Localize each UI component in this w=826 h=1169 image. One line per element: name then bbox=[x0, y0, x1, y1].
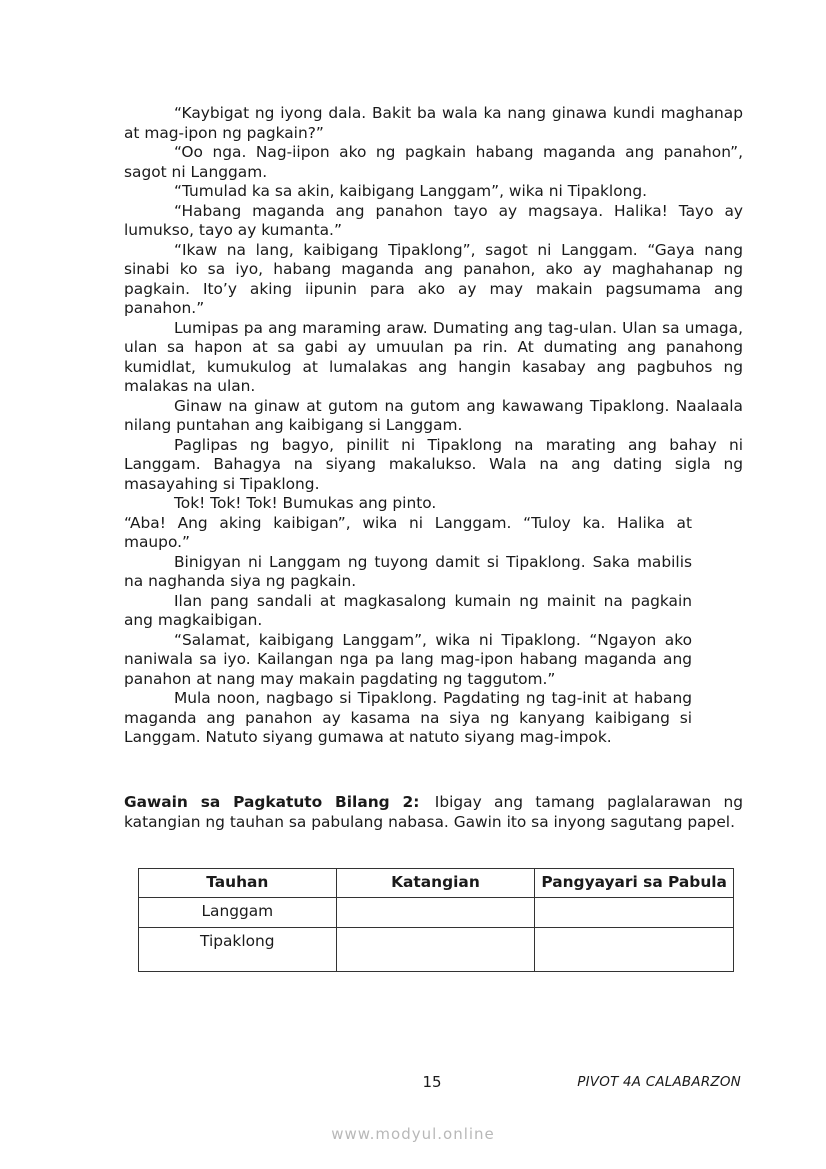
table-row bbox=[139, 928, 734, 972]
table-row bbox=[139, 898, 734, 928]
story-paragraph: Ilan pang sandali at magkasalong kumain ng mainit na pagkain ang magkaibigan. bbox=[124, 591, 692, 629]
story-paragraph: “Oo nga. Nag-iipon ako ng pagkain habang maganda ang panahon”, sagot ni Langgam. bbox=[124, 143, 743, 181]
activity-label: Gawain sa Pagkatuto Bilang 2: bbox=[124, 793, 420, 811]
story-paragraph: “Habang maganda ang panahon tayo ay magsaya. Halika! Tayo ay lumukso, tayo ay kumanta.” bbox=[124, 201, 743, 239]
table-cell-tauhan: Langgam bbox=[139, 898, 337, 928]
story-paragraph: Lumipas pa ang maraming araw. Dumating ang tag-ulan. Ulan sa umaga, ulan sa hapon at sa gabi ay umuulan pa rin. At dumating ang panahong kumidlat, kumukulog at lumalakas ang hangin kasabay ang pagbuhos ng malakas na ulan. bbox=[124, 318, 743, 395]
story-paragraph: Mula noon, nagbago si Tipaklong. Pagdating ng tag-init at habang maganda ang panahon ay kasama na siya ng kanyang kaibigang si Langgam. Natuto siyang gumawa at natuto siyang mag-impok. bbox=[124, 689, 692, 746]
activity-instruction: Ibigay ang tamang paglalarawan ng katangian ng tauhan sa pabulang nabasa. Gawin ito sa inyong sagutang papel. bbox=[124, 793, 743, 831]
column-header-pangyayari: Pangyayari sa Pabula bbox=[535, 869, 734, 898]
table-cell-katangian bbox=[336, 898, 535, 928]
story-paragraph: “Ikaw na lang, kaibigang Tipaklong”, sagot ni Langgam. “Gaya nang sinabi ko sa iyo, habang maganda ang panahon, ako ay maghahanap ng pagkain. Ito’y aking iipunin para ako ay may makain pagsumama ang panahon.” bbox=[124, 240, 743, 317]
page-number: 15 bbox=[422, 1073, 442, 1091]
story-paragraph: Ginaw na ginaw at gutom na gutom ang kawawang Tipaklong. Naalaala nilang puntahan ang kaibigang si Langgam. bbox=[124, 396, 743, 434]
story-paragraph: Paglipas ng bagyo, pinilit ni Tipaklong na marating ang bahay ni Langgam. Bahagya na siyang makalukso. Wala na ang dating sigla ng masayahing si Tipaklong. bbox=[124, 435, 743, 493]
characters-table bbox=[138, 868, 734, 972]
story-paragraph: Tok! Tok! Tok! Bumukas ang pinto. bbox=[174, 494, 437, 512]
story-paragraph: “Tumulad ka sa akin, kaibigang Langgam”, wika ni Tipaklong. bbox=[174, 182, 648, 200]
story-paragraph: Binigyan ni Langgam ng tuyong damit si Tipaklong. Saka mabilis na naghanda siya ng pagkain. bbox=[124, 552, 692, 590]
activity-instructions bbox=[124, 793, 743, 832]
table-cell-tauhan: Tipaklong bbox=[139, 928, 337, 972]
table-cell-pangyayari bbox=[535, 898, 734, 928]
table-header-row bbox=[139, 869, 734, 898]
story-paragraph: “Kaybigat ng iyong dala. Bakit ba wala ka nang ginawa kundi maghanap at mag-ipon ng pagkain?” bbox=[124, 104, 743, 142]
story-text bbox=[124, 104, 743, 748]
column-header-tauhan: Tauhan bbox=[139, 869, 337, 898]
column-header-katangian: Katangian bbox=[336, 869, 535, 898]
footer-brand: PIVOT 4A CALABARZON bbox=[577, 1074, 741, 1090]
story-paragraph: “Aba! Ang aking kaibigan”, wika ni Langgam. “Tuloy ka. Halika at maupo.” bbox=[124, 513, 692, 551]
table-cell-katangian bbox=[336, 928, 535, 972]
table-cell-pangyayari bbox=[535, 928, 734, 972]
story-paragraph: “Salamat, kaibigang Langgam”, wika ni Tipaklong. “Ngayon ako naniwala sa iyo. Kailangan nga pa lang mag-ipon habang maganda ang panahon at nang may makain pagdating ng taggutom.” bbox=[124, 630, 692, 688]
watermark: www.modyul.online bbox=[331, 1125, 495, 1143]
